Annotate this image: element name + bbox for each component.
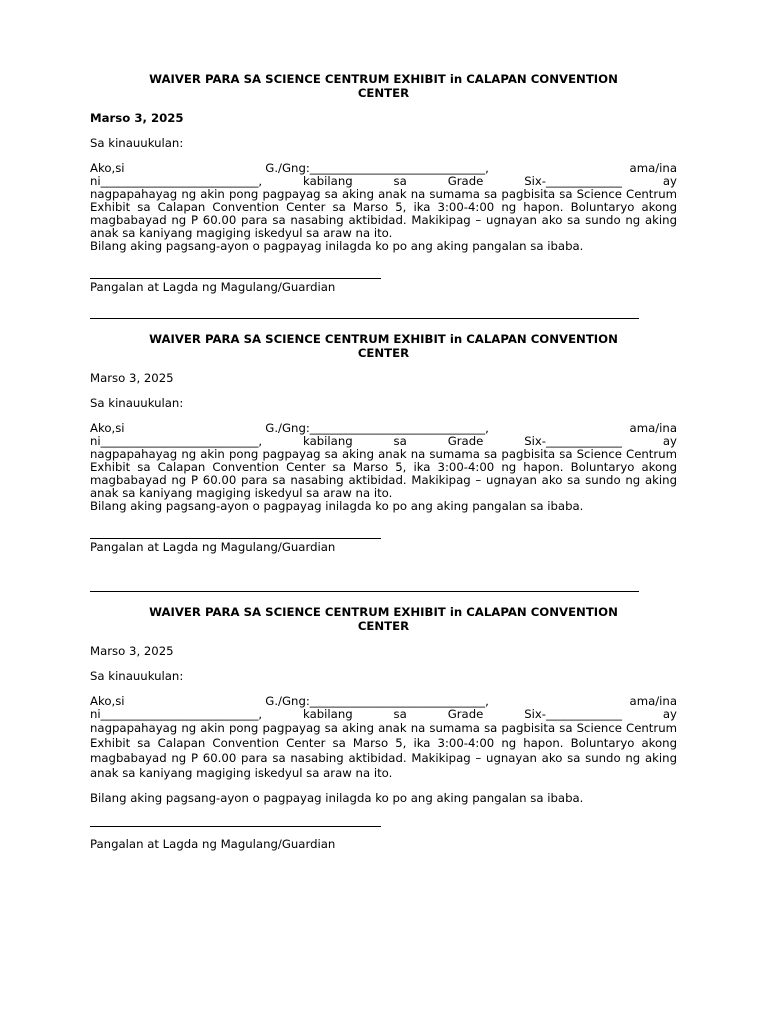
form-line-parent-name: Ako,si G./Gng:______________________________, ama/ina	[90, 421, 677, 435]
form-date: Marso 3, 2025	[90, 111, 184, 125]
form-body: nagpapahayag ng akin pong pagpayag sa aking anak na sumama sa pagbisita sa Science Centrum Exhibit sa Calapan Convention Center sa Marso 5, ika 3:00-4:00 ng hapon. Boluntaryo akong magbabayad ng P 60.00 para sa nasabing aktibidad. Makikipag – ugnayan ako sa sundo ng aking anak sa kaniyang magiging iskedyul sa araw na ito.	[90, 187, 677, 240]
form-line-child-name: ni___________________________, kabilang sa Grade Six-_____________ ay	[90, 434, 677, 448]
form-title-line1: WAIVER PARA SA SCIENCE CENTRUM EXHIBIT in CALAPAN CONVENTION	[149, 72, 618, 86]
form-line-child-name: ni___________________________, kabilang sa Grade Six-_____________ ay	[90, 174, 677, 188]
waiver-form-3	[90, 605, 677, 851]
form-line-parent-name: Ako,si G./Gng:______________________________, ama/ina	[90, 161, 677, 175]
signature-line	[90, 278, 381, 279]
cut-separator-1	[90, 318, 639, 319]
form-closing: Bilang aking pagsang-ayon o pagpayag inilagda ko po ang aking pangalan sa ibaba.	[90, 239, 584, 253]
form-salutation: Sa kinauukulan:	[90, 669, 184, 683]
cut-separator-2	[90, 591, 639, 592]
form-title-line1: WAIVER PARA SA SCIENCE CENTRUM EXHIBIT in CALAPAN CONVENTION	[149, 332, 618, 346]
form-title-line2: CENTER	[357, 86, 410, 100]
form-title-line1: WAIVER PARA SA SCIENCE CENTRUM EXHIBIT in CALAPAN CONVENTION	[149, 605, 618, 619]
waiver-form-2	[90, 332, 677, 554]
signature-label: Pangalan at Lagda ng Magulang/Guardian	[90, 837, 336, 851]
form-closing: Bilang aking pagsang-ayon o pagpayag inilagda ko po ang aking pangalan sa ibaba.	[90, 791, 584, 805]
form-salutation: Sa kinauukulan:	[90, 136, 184, 150]
waiver-form-1	[90, 72, 677, 294]
form-line-child-name: ni___________________________, kabilang sa Grade Six-_____________ ay	[90, 707, 677, 721]
form-date: Marso 3, 2025	[90, 371, 174, 385]
signature-label: Pangalan at Lagda ng Magulang/Guardian	[90, 540, 336, 554]
signature-label: Pangalan at Lagda ng Magulang/Guardian	[90, 280, 336, 294]
form-closing: Bilang aking pagsang-ayon o pagpayag inilagda ko po ang aking pangalan sa ibaba.	[90, 499, 584, 513]
form-body: nagpapahayag ng akin pong pagpayag sa aking anak na sumama sa pagbisita sa Science Centrum Exhibit sa Calapan Convention Center sa Marso 5, ika 3:00-4:00 ng hapon. Boluntaryo akong magbabayad ng P 60.00 para sa nasabing aktibidad. Makikipag – ugnayan ako sa sundo ng aking anak sa kaniyang magiging iskedyul sa araw na ito.	[90, 447, 677, 500]
form-title-line2: CENTER	[357, 346, 410, 360]
form-salutation: Sa kinauukulan:	[90, 396, 184, 410]
signature-line	[90, 538, 381, 539]
signature-line	[90, 826, 381, 827]
form-line-parent-name: Ako,si G./Gng:______________________________, ama/ina	[90, 694, 677, 708]
form-title-line2: CENTER	[357, 619, 410, 633]
form-date: Marso 3, 2025	[90, 644, 174, 658]
form-body: nagpapahayag ng akin pong pagpayag sa aking anak na sumama sa pagbisita sa Science Centrum Exhibit sa Calapan Convention Center sa Marso 5, ika 3:00-4:00 ng hapon. Boluntaryo akong magbabayad ng P 60.00 para sa nasabing aktibidad. Makikipag – ugnayan ako sa sundo ng aking anak sa kaniyang magiging iskedyul sa araw na ito.	[90, 721, 677, 780]
